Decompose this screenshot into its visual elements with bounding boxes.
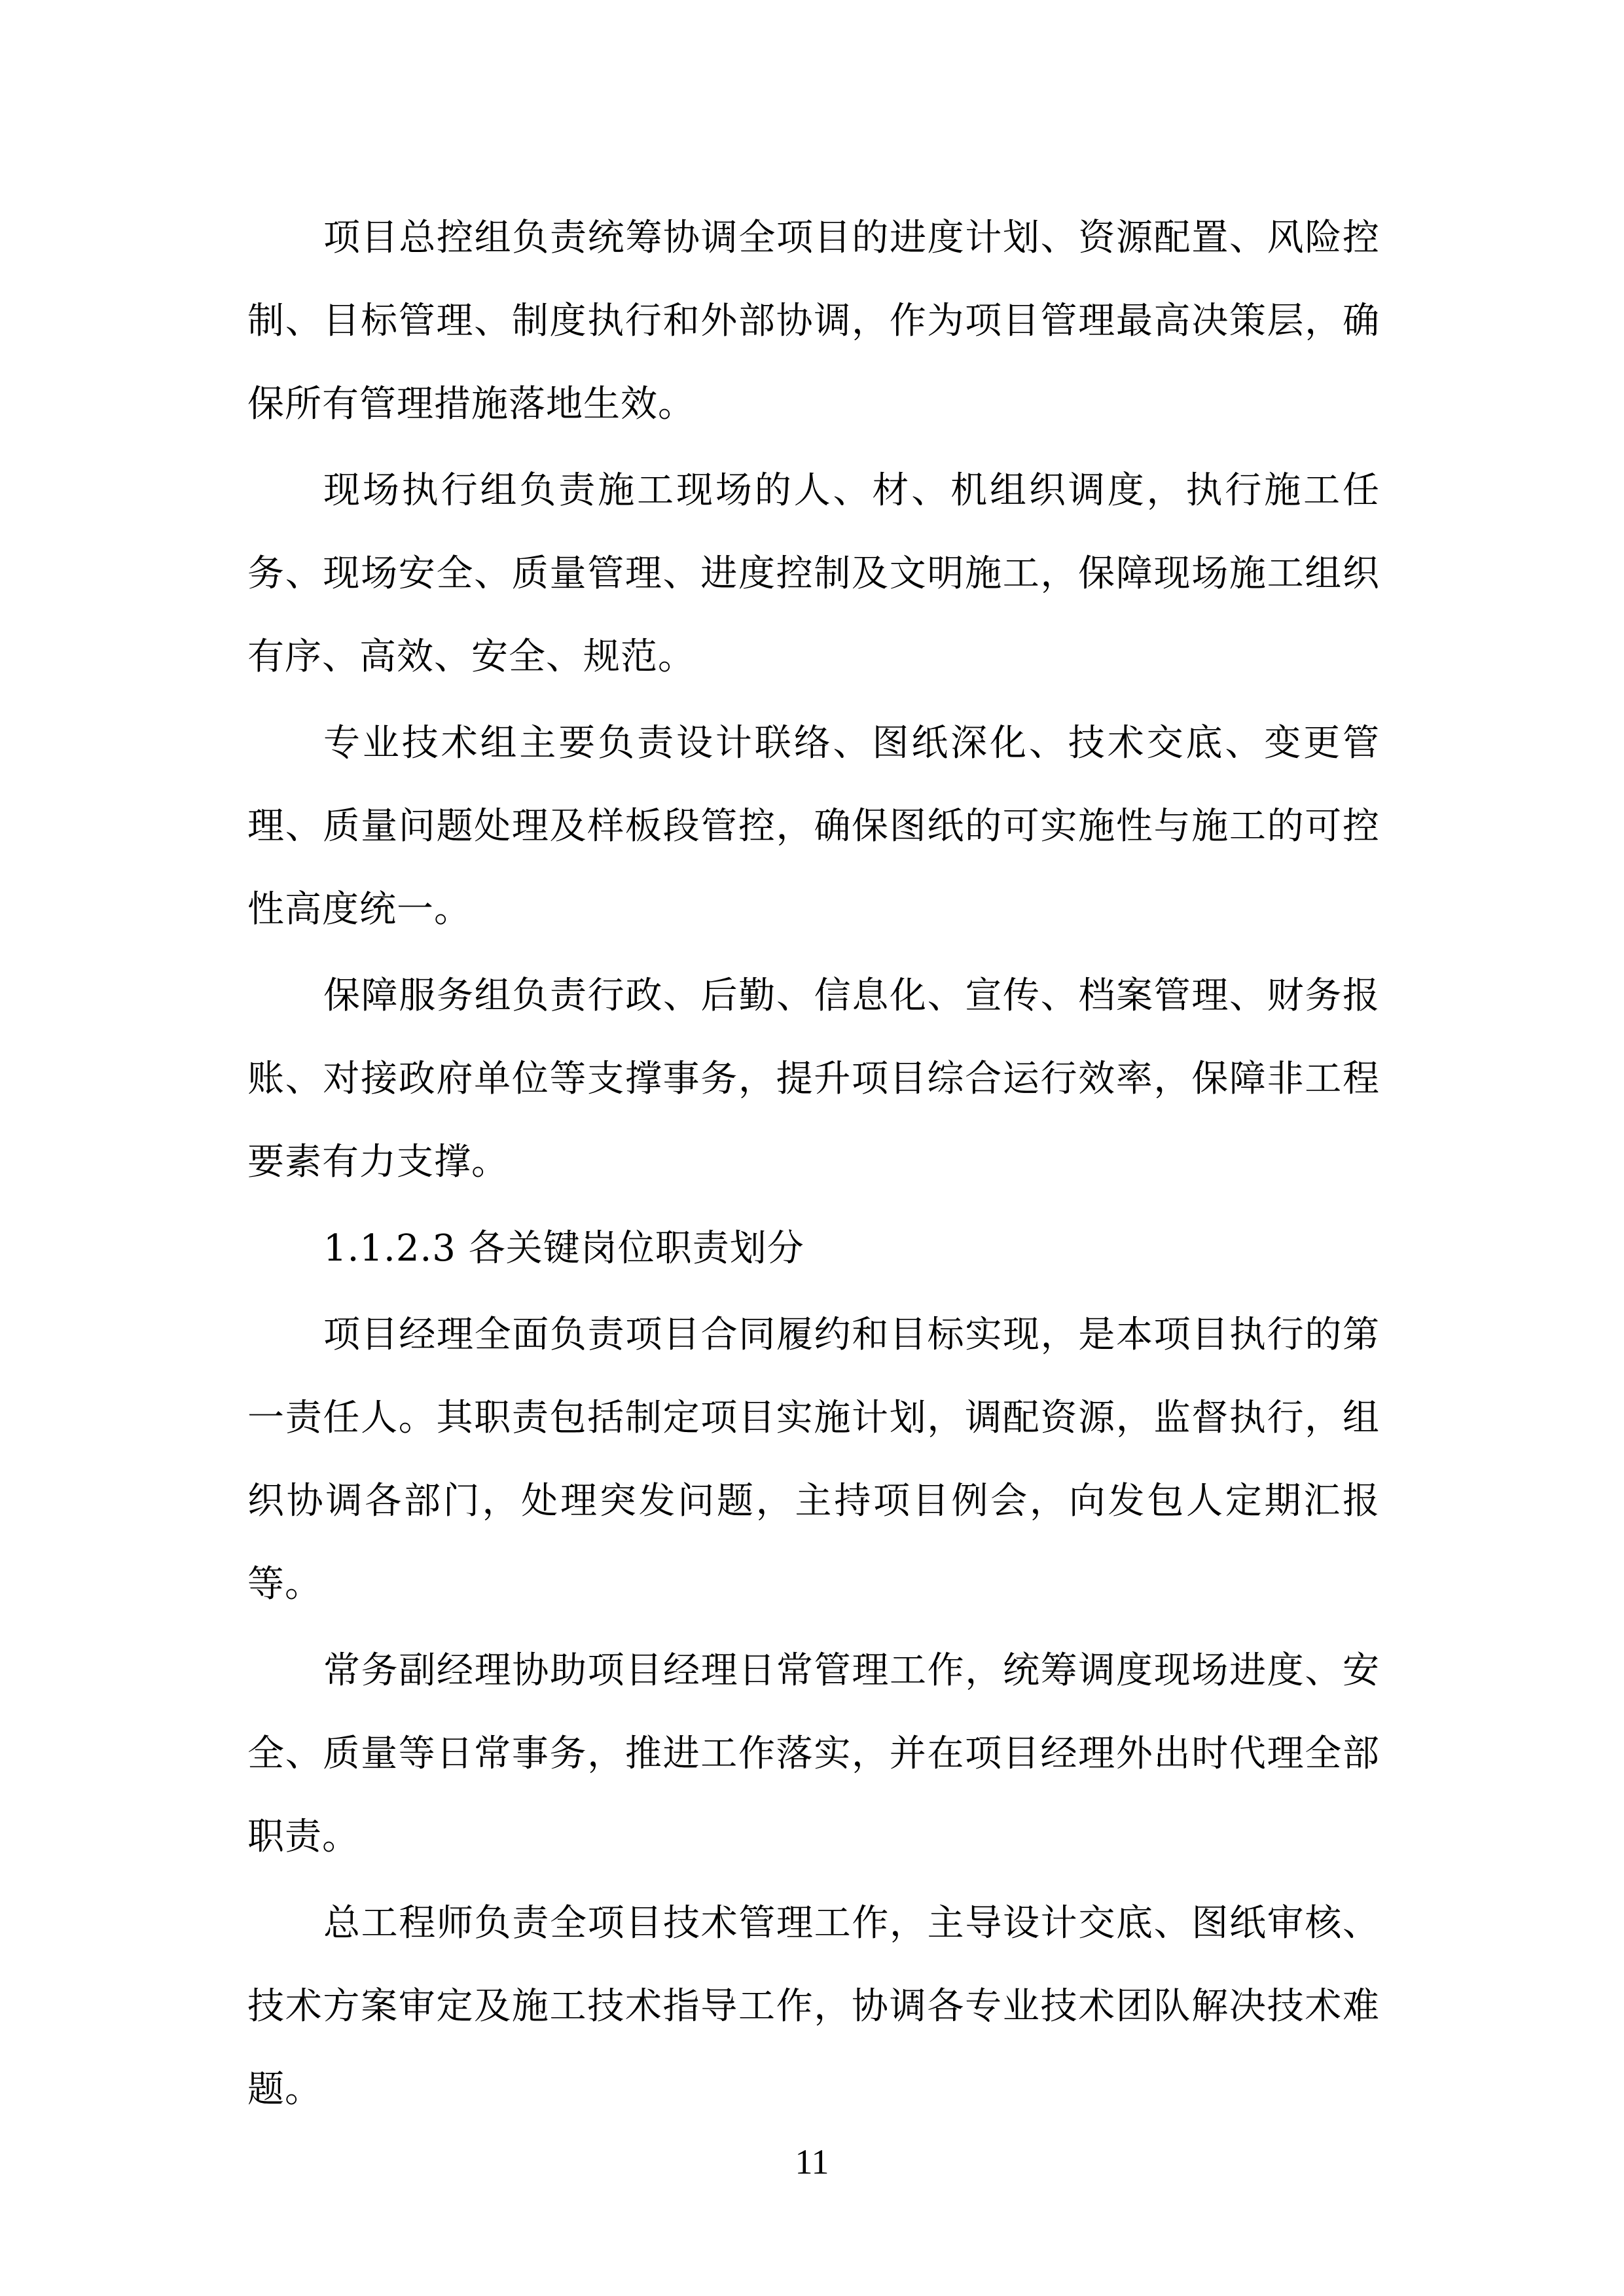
paragraph-project-control-group: 项目总控组负责统筹协调全项目的进度计划、资源配置、风险控制、目标管理、制度执行和外部协调，作为项目管理最高决策层，确保所有管理措施落地生效。 — [247, 217, 1380, 425]
paragraph-deputy-manager: 常务副经理协助项目经理日常管理工作，统筹调度现场进度、安全、质量等日常事务，推进工作落实，并在项目经理外出时代理全部职责。 — [247, 1649, 1380, 1858]
page-number: 11 — [795, 2142, 829, 2181]
paragraph-site-execution-group: 现场执行组负责施工现场的人、材、机组织调度，执行施工任务、现场安全、质量管理、进度控制及文明施工，保障现场施工组织有序、高效、安全、规范。 — [247, 469, 1380, 678]
paragraph-project-manager: 项目经理全面负责项目合同履约和目标实现，是本项目执行的第一责任人。其职责包括制定项目实施计划，调配资源，监督执行，组织协调各部门，处理突发问题，主持项目例会，向发包人定期汇报等。 — [247, 1314, 1380, 1605]
paragraph-support-service-group: 保障服务组负责行政、后勤、信息化、宣传、档案管理、财务报账、对接政府单位等支撑事务，提升项目综合运行效率，保障非工程要素有力支撑。 — [247, 975, 1380, 1183]
section-heading: 1.1.2.3 各关键岗位职责划分 — [323, 1227, 804, 1270]
paragraph-technical-group: 专业技术组主要负责设计联络、图纸深化、技术交底、变更管理、质量问题处理及样板段管控，确保图纸的可实施性与施工的可控性高度统一。 — [247, 722, 1380, 931]
document-body — [247, 196, 1380, 2134]
paragraph-chief-engineer: 总工程师负责全项目技术管理工作，主导设计交底、图纸审核、技术方案审定及施工技术指导工作，协调各专业技术团队解决技术难题。 — [247, 1902, 1380, 2111]
